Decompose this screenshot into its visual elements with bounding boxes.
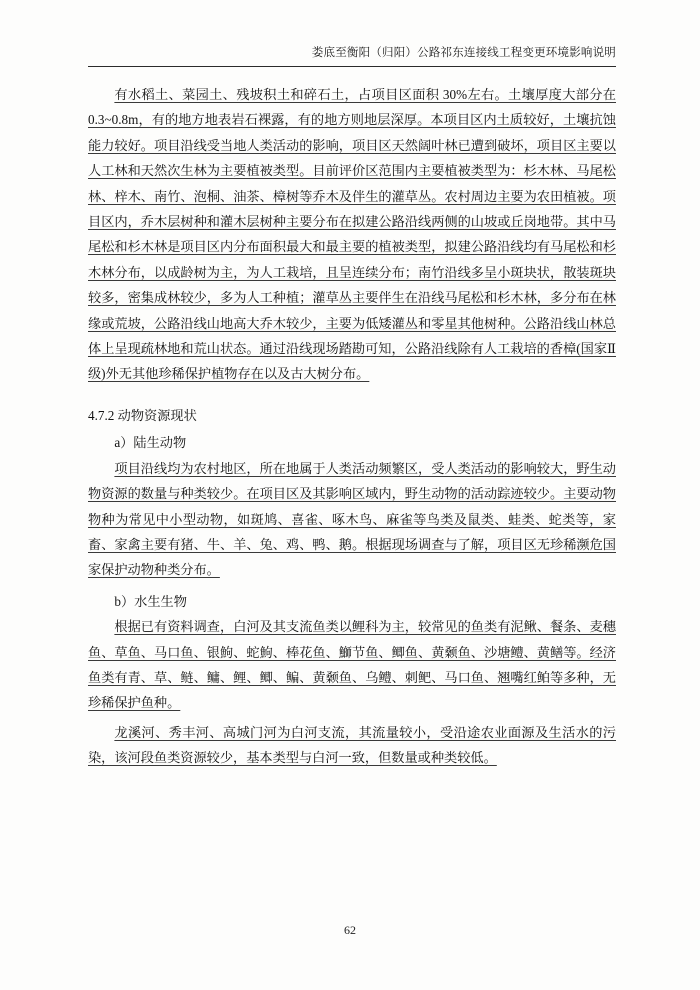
page-content (88, 44, 616, 771)
page-number: 62 (344, 923, 356, 937)
subheading-aquatic-organisms: b）水生生物 (114, 593, 187, 609)
section-heading-4-7-2: 4.7.2 动物资源现状 (88, 407, 197, 423)
document-body (88, 82, 616, 771)
paragraph-tributaries: 龙溪河、秀丰河、高城门河为白河支流，其流量较小，受沿途农业面源及生活水的污染，该河段鱼类资源较少，基本类型与白河一致，但数量或种类较低。 (88, 724, 616, 766)
paragraph-soil-vegetation: 有水稻土、菜园土、残坡积土和碎石土，占项目区面积 30%左右。土壤厚度大部分在 0.3~0.8m，有的地方地表岩石裸露，有的地方则地层深厚。本项目区内土质较好，土壤抗蚀能力较好。项目沿线受当地人类活动的影响，项目区天然阔叶林已遭到破坏，项目区主要以人工林和天然次生林为主要植被类型。目前评价区范围内主要植被类型为：杉木林、马尾松林、梓木、南竹、泡桐、油茶、樟树等乔木及伴生的灌草丛。农村周边主要为农田植被。项目区内，乔木层树种和灌木层树种主要分布在拟建公路沿线两侧的山坡或丘岗地带。其中马尾松和杉木林是项目区内分布面积最大和最主要的植被类型，拟建公路沿线均有马尾松和杉木林分布，以成龄树为主，为人工栽培，且呈连续分布；南竹沿线多呈小斑块状，散装斑块较多，密集成林较少，多为人工种植；灌草丛主要伴生在沿线马尾松和杉木林，多分布在林缘或荒坡，公路沿线山地高大乔木较少，主要为低矮灌丛和零星其他树种。公路沿线山林总体上呈现疏林地和荒山状态。通过沿线现场踏勘可知，公路沿线除有人工栽培的香樟(国家Ⅱ级)外无其他珍稀保护植物存在以及古大树分布。 (88, 87, 616, 382)
paragraph-aquatic-fish-species: 根据已有资料调查，白河及其支流鱼类以鲤科为主，较常见的鱼类有泥鳅、餐条、麦穗鱼、草鱼、马口鱼、银鮈、蛇鮈、棒花鱼、鰤节鱼、鲫鱼、黄颡鱼、沙塘鳢、黄鳝等。经济鱼类有青、草、鲢、鳙、鲤、鲫、鳊、黄颡鱼、乌鳢、刺鲃、马口鱼、翘嘴红鲌等多种，无珍稀保护鱼种。 (88, 619, 616, 711)
header-divider (88, 66, 616, 67)
paragraph-terrestrial-animals: 项目沿线均为农村地区，所在地属于人类活动频繁区，受人类活动的影响较大，野生动物资源的数量与种类较少。在项目区及其影响区域内，野生动物的活动踪迹较少。主要动物物种为常见中小型动物，如斑鸠、喜雀、啄木鸟、麻雀等鸟类及鼠类、蛙类、蛇类等，家畜、家禽主要有猪、牛、羊、兔、鸡、鸭、鹅。根据现场调查与了解，项目区无珍稀濒危国家保护动物种类分布。 (88, 460, 616, 578)
subheading-terrestrial-animals: a）陆生动物 (114, 435, 187, 451)
running-header: 娄底至衡阳（归阳）公路祁东连接线工程变更环境影响说明 (311, 47, 616, 59)
spacer (88, 387, 616, 391)
spacer (88, 583, 616, 587)
